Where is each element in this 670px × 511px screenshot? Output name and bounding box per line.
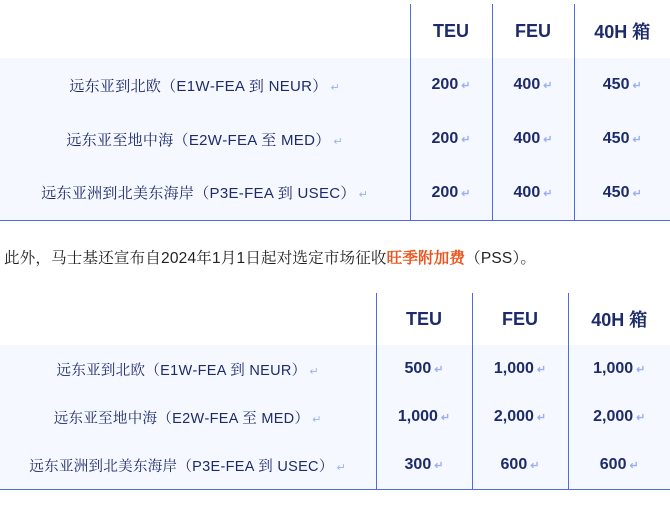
paragraph-mark-icon: ↵	[330, 81, 341, 94]
cell-feu	[492, 112, 574, 166]
paragraph-mark-icon: ↵	[461, 80, 471, 92]
value-teu: 300	[404, 456, 432, 474]
cell-route	[0, 393, 376, 441]
paragraph-mark-icon: ↵	[461, 134, 471, 146]
route-text: 远东亚到北欧（E1W‑FEA 到 NEUR）	[56, 362, 307, 379]
header-cell-40h: 40H 箱	[574, 4, 670, 58]
body-paragraph	[0, 221, 670, 294]
cell-teu	[376, 441, 472, 489]
paragraph-mark-icon: ↵	[309, 365, 319, 378]
paragraph-mark-icon: ↵	[543, 134, 553, 146]
table-row	[0, 441, 670, 489]
value-feu: 2,000	[493, 408, 534, 426]
table-row	[0, 112, 670, 166]
paragraph-mark-icon: ↵	[434, 364, 444, 377]
cell-teu	[410, 166, 492, 220]
paragraph-highlight: 旺季附加费	[386, 249, 466, 267]
value-feu: 1,000	[493, 360, 534, 378]
value-40h: 600	[599, 456, 627, 474]
value-feu: 600	[500, 456, 528, 474]
cell-feu	[492, 58, 574, 112]
table-header-row	[0, 4, 670, 58]
table-row	[0, 393, 670, 441]
paragraph-mark-icon: ↵	[312, 413, 322, 426]
paragraph-mark-icon: ↵	[461, 187, 471, 200]
header-cell-40h: 40H 箱	[568, 293, 670, 345]
cell-route	[0, 345, 376, 393]
paragraph-mark-icon: ↵	[358, 189, 369, 202]
header-cell-route	[0, 293, 376, 345]
table-header-row	[0, 293, 670, 345]
route-text: 远东亚至地中海（E2W‑FEA 至 MED）	[66, 131, 331, 149]
value-teu: 200	[431, 183, 459, 201]
cell-route	[0, 112, 410, 166]
header-cell-feu: FEU	[472, 293, 568, 345]
paragraph-mark-icon: ↵	[434, 460, 444, 473]
cell-teu	[410, 112, 492, 166]
cell-40h	[574, 112, 670, 166]
route-text: 远东亚至地中海（E2W‑FEA 至 MED）	[53, 410, 310, 427]
paragraph-mark-icon: ↵	[336, 461, 347, 474]
paragraph-text-before: 此外，马士基还宣布自2024年1月1日起对选定市场征收	[4, 249, 387, 267]
value-feu: 400	[513, 183, 541, 201]
route-text: 远东亚到北欧（E1W‑FEA 到 NEUR）	[69, 77, 328, 95]
value-teu: 200	[431, 76, 459, 93]
rate-table-1	[0, 4, 670, 221]
cell-teu	[410, 58, 492, 112]
table-row	[0, 166, 670, 220]
value-40h: 450	[602, 130, 630, 147]
paragraph-mark-icon: ↵	[632, 134, 642, 146]
cell-teu	[376, 393, 472, 441]
cell-teu	[376, 345, 472, 393]
paragraph-mark-icon: ↵	[632, 80, 642, 92]
header-cell-feu: FEU	[492, 4, 574, 58]
value-teu: 200	[431, 130, 459, 147]
cell-route	[0, 58, 410, 112]
cell-route	[0, 166, 410, 220]
value-40h: 450	[602, 76, 630, 93]
cell-feu	[472, 441, 568, 489]
value-40h: 2,000	[593, 408, 634, 426]
paragraph-mark-icon: ↵	[543, 187, 553, 200]
route-text: 远东亚洲到北美东海岸（P3E‑FEA 到 USEC）	[29, 458, 334, 475]
header-cell-route	[0, 4, 410, 58]
paragraph-mark-icon: ↵	[530, 460, 540, 473]
paragraph-mark-icon: ↵	[536, 364, 547, 377]
paragraph-mark-icon: ↵	[543, 80, 553, 92]
cell-40h	[568, 441, 670, 489]
cell-40h	[568, 345, 670, 393]
header-cell-teu: TEU	[376, 293, 472, 345]
value-teu: 500	[404, 360, 432, 378]
cell-40h	[574, 166, 670, 220]
cell-feu	[472, 345, 568, 393]
cell-40h	[574, 58, 670, 112]
value-40h: 450	[602, 183, 630, 201]
paragraph-mark-icon: ↵	[636, 412, 646, 425]
paragraph-mark-icon: ↵	[636, 364, 646, 377]
paragraph-mark-icon: ↵	[440, 412, 451, 425]
cell-40h	[568, 393, 670, 441]
cell-feu	[472, 393, 568, 441]
paragraph-mark-icon: ↵	[629, 460, 639, 473]
paragraph-mark-icon: ↵	[333, 135, 344, 148]
value-40h: 1,000	[593, 360, 634, 378]
rate-table-2	[0, 293, 670, 490]
table-row	[0, 58, 670, 112]
value-teu: 1,000	[397, 408, 438, 426]
value-feu: 400	[513, 76, 541, 93]
paragraph-mark-icon: ↵	[536, 412, 547, 425]
table-row	[0, 345, 670, 393]
value-feu: 400	[513, 130, 541, 147]
paragraph-mark-icon: ↵	[632, 187, 642, 200]
cell-route	[0, 441, 376, 489]
header-cell-teu: TEU	[410, 4, 492, 58]
paragraph-text-after: （PSS）。	[465, 249, 537, 267]
cell-feu	[492, 166, 574, 220]
route-text: 远东亚洲到北美东海岸（P3E‑FEA 到 USEC）	[41, 185, 356, 203]
